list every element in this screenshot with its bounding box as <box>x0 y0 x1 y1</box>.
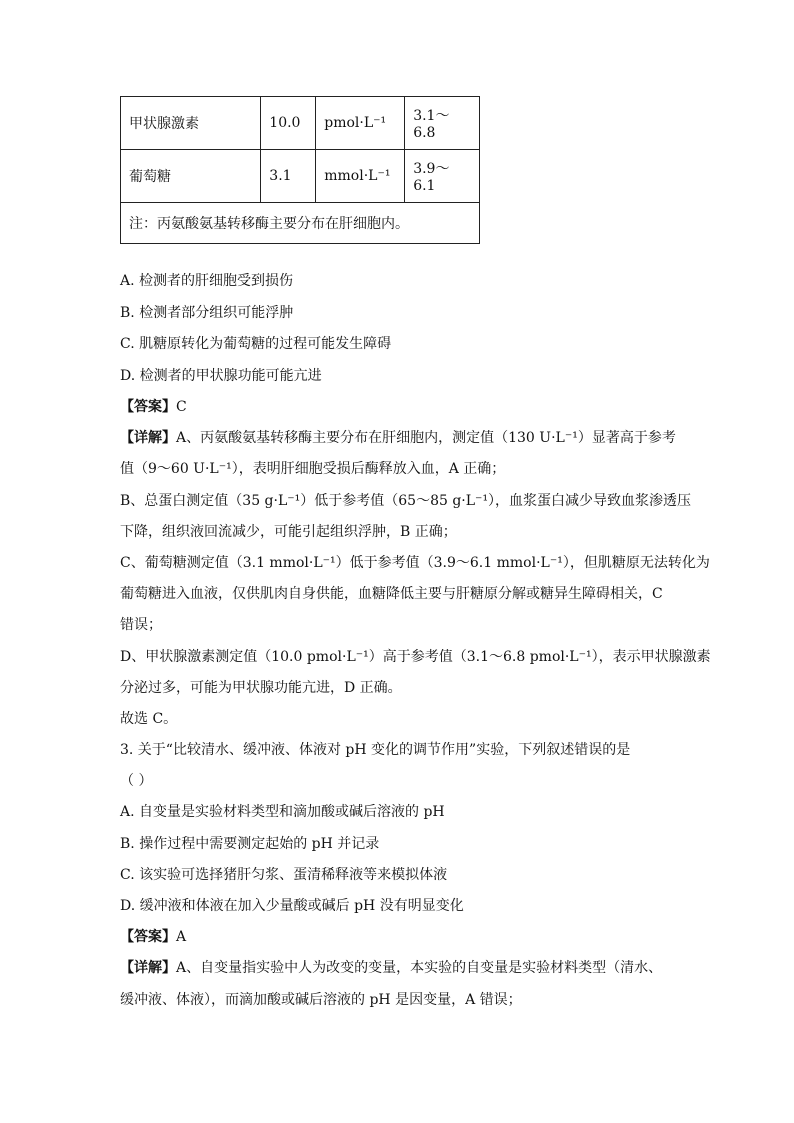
q3-detail-line: 缓冲液、体液），而滴加酸或碱后溶液的 pH 是因变量，A 错误； <box>120 992 522 1008</box>
q2-detail-line: B、总蛋白测定值（35 g·L⁻¹）低于参考值（65～85 g·L⁻¹），血浆蛋白减少导致血浆渗透压 <box>120 493 692 509</box>
q2-detail-line <box>120 428 700 448</box>
q2-conclusion: 故选 C。 <box>120 711 178 727</box>
table-cell-reference: 3.1～6.8 <box>405 97 480 150</box>
q3-option-d: D. 缓冲液和体液在加入少量酸或碱后 pH 没有明显变化 <box>120 898 464 914</box>
detail-label: 【详解】 <box>120 960 176 976</box>
q2-detail-line: D、甲状腺激素测定值（10.0 pmol·L⁻¹）高于参考值（3.1～6.8 pmol·L⁻¹），表示甲状腺激素 <box>120 649 711 665</box>
table-cell-item: 甲状腺激素 <box>121 97 261 150</box>
q2-answer <box>120 397 700 417</box>
q2-detail-line: 分泌过多，可能为甲状腺功能亢进，D 正确。 <box>120 680 402 696</box>
answer-label: 【答案】 <box>120 929 176 945</box>
q2-detail-line: 值（9～60 U·L⁻¹），表明肝细胞受损后酶释放入血，A 正确； <box>120 461 506 477</box>
q3-detail-line <box>120 958 700 978</box>
q3-blank: （ ） <box>120 773 153 789</box>
table-cell-unit: mmol·L⁻¹ <box>316 150 405 203</box>
detail-text: A、自变量指实验中人为改变的变量，本实验的自变量是实验材料类型（清水、 <box>176 960 663 976</box>
lab-results-table <box>120 96 480 244</box>
q2-detail-line: C、葡萄糖测定值（3.1 mmol·L⁻¹）低于参考值（3.9～6.1 mmol·L⁻¹），但肌糖原无法转化为 <box>120 555 710 571</box>
answer-label: 【答案】 <box>120 399 176 415</box>
table-row <box>121 97 480 150</box>
q2-option-d: D. 检测者的甲状腺功能可能亢进 <box>120 368 322 384</box>
q2-detail-line: 错误； <box>120 617 162 633</box>
q2-option-b: B. 检测者部分组织可能浮肿 <box>120 305 294 321</box>
answer-value: C <box>176 399 187 415</box>
table-cell-value: 10.0 <box>261 97 316 150</box>
q2-detail-line: 下降，组织液回流减少，可能引起组织浮肿，B 正确； <box>120 524 457 540</box>
table-cell-reference: 3.9～6.1 <box>405 150 480 203</box>
q2-option-a: A. 检测者的肝细胞受到损伤 <box>120 273 294 289</box>
table-cell-value: 3.1 <box>261 150 316 203</box>
q3-stem: 3. 关于“比较清水、缓冲液、体液对 pH 变化的调节作用”实验，下列叙述错误的是 <box>120 742 631 758</box>
table-row <box>121 150 480 203</box>
q2-option-c: C. 肌糖原转化为葡萄糖的过程可能发生障碍 <box>120 336 392 352</box>
answer-value: A <box>176 929 187 945</box>
table-note-row <box>121 203 480 244</box>
q3-option-c: C. 该实验可选择猪肝匀浆、蛋清稀释液等来模拟体液 <box>120 867 448 883</box>
q3-option-a: A. 自变量是实验材料类型和滴加酸或碱后溶液的 pH <box>120 804 445 820</box>
q3-option-b: B. 操作过程中需要测定起始的 pH 并记录 <box>120 836 380 852</box>
table-cell-item: 葡萄糖 <box>121 150 261 203</box>
q3-answer <box>120 927 700 947</box>
table-note: 注：丙氨酸氨基转移酶主要分布在肝细胞内。 <box>121 203 480 244</box>
detail-text: A、丙氨酸氨基转移酶主要分布在肝细胞内，测定值（130 U·L⁻¹）显著高于参考 <box>176 430 676 446</box>
q2-detail-line: 葡萄糖进入血液，仅供肌肉自身供能，血糖降低主要与肝糖原分解或糖异生障碍相关，C <box>120 586 663 602</box>
detail-label: 【详解】 <box>120 430 176 446</box>
table-cell-unit: pmol·L⁻¹ <box>316 97 405 150</box>
